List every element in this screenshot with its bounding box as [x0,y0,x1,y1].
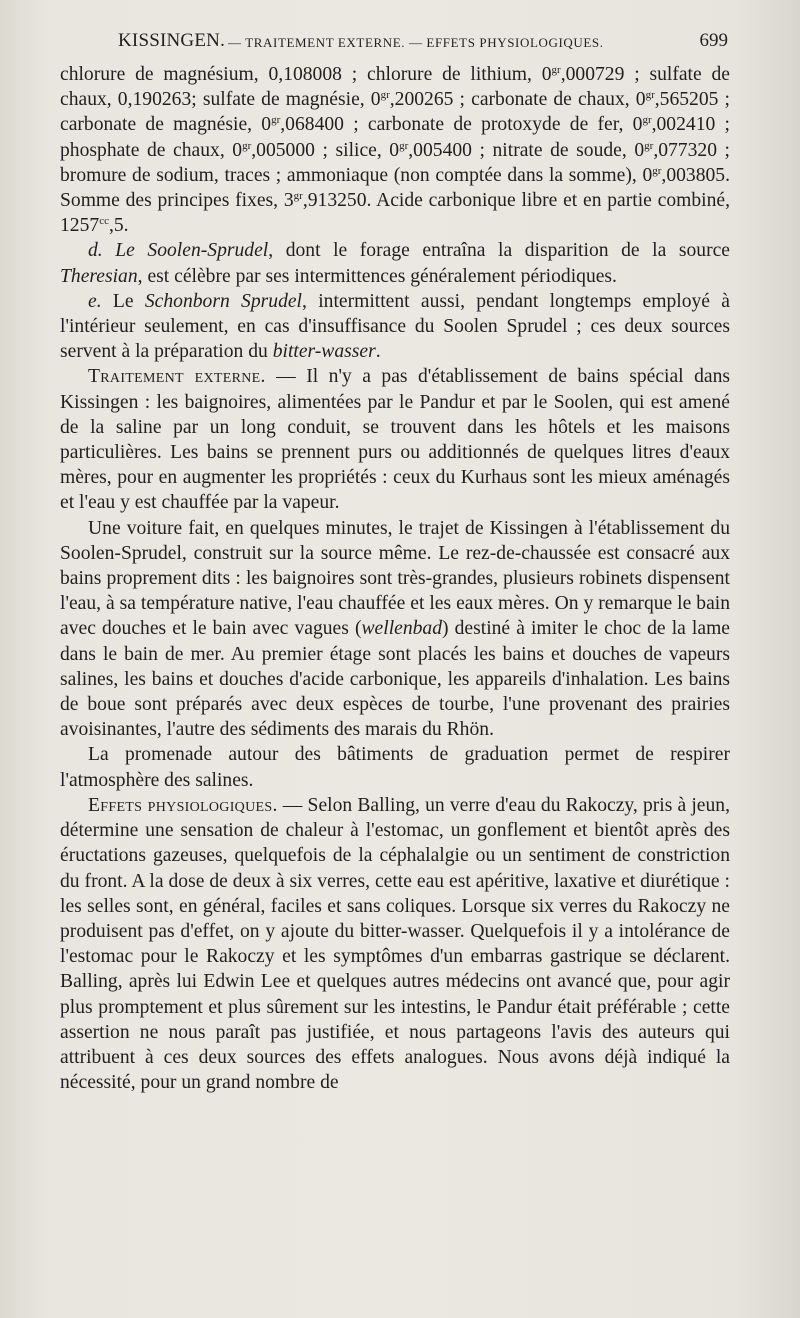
paragraph-composition: chlorure de magnésium, 0,108008 ; chlorure de lithium, $0^{gr},000729$ ; sulfate de chaux, 0,190263; sulfate de magnésie, $0^{gr},200265$ ; carbonate de chaux, $0^{gr},565205$ ; carbonate de magnésie, $0^{gr},068400$ ; carbonate de protoxyde de fer, $0^{gr},002410$ ; phosphate de chaux, $0^{gr},005000$ ; silice, $0^{gr},005400$ ; nitrate de soude, $0^{gr},077320$ ; bromure de sodium, traces ; ammoniaque (non comptée dans la somme), $0^{gr},003805$. Somme des principes fixes, $3^{gr},913250$. Acide carbonique libre et en partie combiné, $1257^{cc},5$. [60,64,731,237]
paragraph-traitement-externe: Traitement externe. — Il n'y a pas d'établissement de bains spécial dans Kissingen : les baignoires, alimentées par le Pandur et par le Soolen, qui est amené de la saline par un long conduit, se trouvent dans les hôtels et les maisons particulières. Les bains se prennent purs ou additionnés de quelques litres d'eaux mères, pour en augmenter les propriétés : ceux du Kurhaus sont les mieux aménagés et l'eau y est chauffée par la vapeur. [60,366,730,514]
header-title: KISSINGEN. [118,30,226,51]
running-header [118,30,728,58]
section-heading: Effets physiologiques. [88,794,278,816]
page-body [60,62,730,1095]
source-name: Le Soolen-Sprudel [115,240,269,262]
section-heading: Traitement externe. [88,366,266,388]
paragraph-etablissement: Une voiture fait, en quelques minutes, le trajet de Kissingen à l'établissement du Soolen-Sprudel, construit sur la source même. Le rez-de-chaussée est consacré aux bains proprement dits : les baignoires sont très-grandes, plusieurs robinets dispensent l'eau, à sa température native, l'eau chauffée et les eaux mères. On y remarque le bain avec douches et le bain avec vagues (wellenbad) destiné à imiter le choc de la lame dans le bain de mer. Au premier étage sont placés les bains et douches de vapeurs salines, les bains et douches d'acide carbonique, les appareils d'inhalation. Les bains de boue sont préparés avec deux espèces de tourbe, l'une provenant des prairies avoisinantes, l'autre des sédiments des marais du Rhön. [60,517,731,741]
paragraph-promenade: La promenade autour des bâtiments de graduation permet de respirer l'atmosphère des salines. [60,744,730,791]
paragraph-effets-physiologiques: Effets physiologiques. — Selon Balling, un verre d'eau du Rakoczy, pris à jeun, détermine une sensation de chaleur à l'estomac, un gonflement et bientôt après des éructations gazeuses, quelquefois de la céphalalgie ou un sentiment de constriction du front. A la dose de deux à six verres, cette eau est apéritive, laxative et diurétique : les selles sont, en général, faciles et sans coliques. Lorsque six verres du Rakoczy ne produisent pas d'effet, on y ajoute du bitter-wasser. Quelquefois il y a intolérance de l'estomac pour le Rakoczy et les symptômes d'un embarras gastrique se déclarent. Balling, après lui Edwin Lee et quelques autres médecins ont avancé que, pour agir plus promptement et plus sûrement sur les intestins, le Pandur était préférable ; cette assertion ne nous paraît pas justifiée, et nous partageons l'avis des auteurs qui attribuent à ces deux sources des effets analogues. Nous avons déjà indiqué la nécessité, pour un grand nombre de [60,794,730,1094]
header-subtitle: — TRAITEMENT EXTERNE. — EFFETS PHYSIOLOGIQUES. [228,35,604,50]
page-number: 699 [699,30,728,51]
paragraph-soolen-sprudel: d. Le Soolen-Sprudel, dont le forage entraîna la disparition de la source Theresian, est célèbre par ses intermittences généralement périodiques. [60,240,730,287]
paragraph-schonborn-sprudel: e. Le Schonborn Sprudel, intermittent aussi, pendant longtemps employé à l'intérieur seulement, en cas d'insuffisance du Soolen Sprudel ; ces deux sources servent à la préparation du bitter-wasser. [60,290,730,363]
source-name: Schonborn Sprudel [144,290,303,312]
